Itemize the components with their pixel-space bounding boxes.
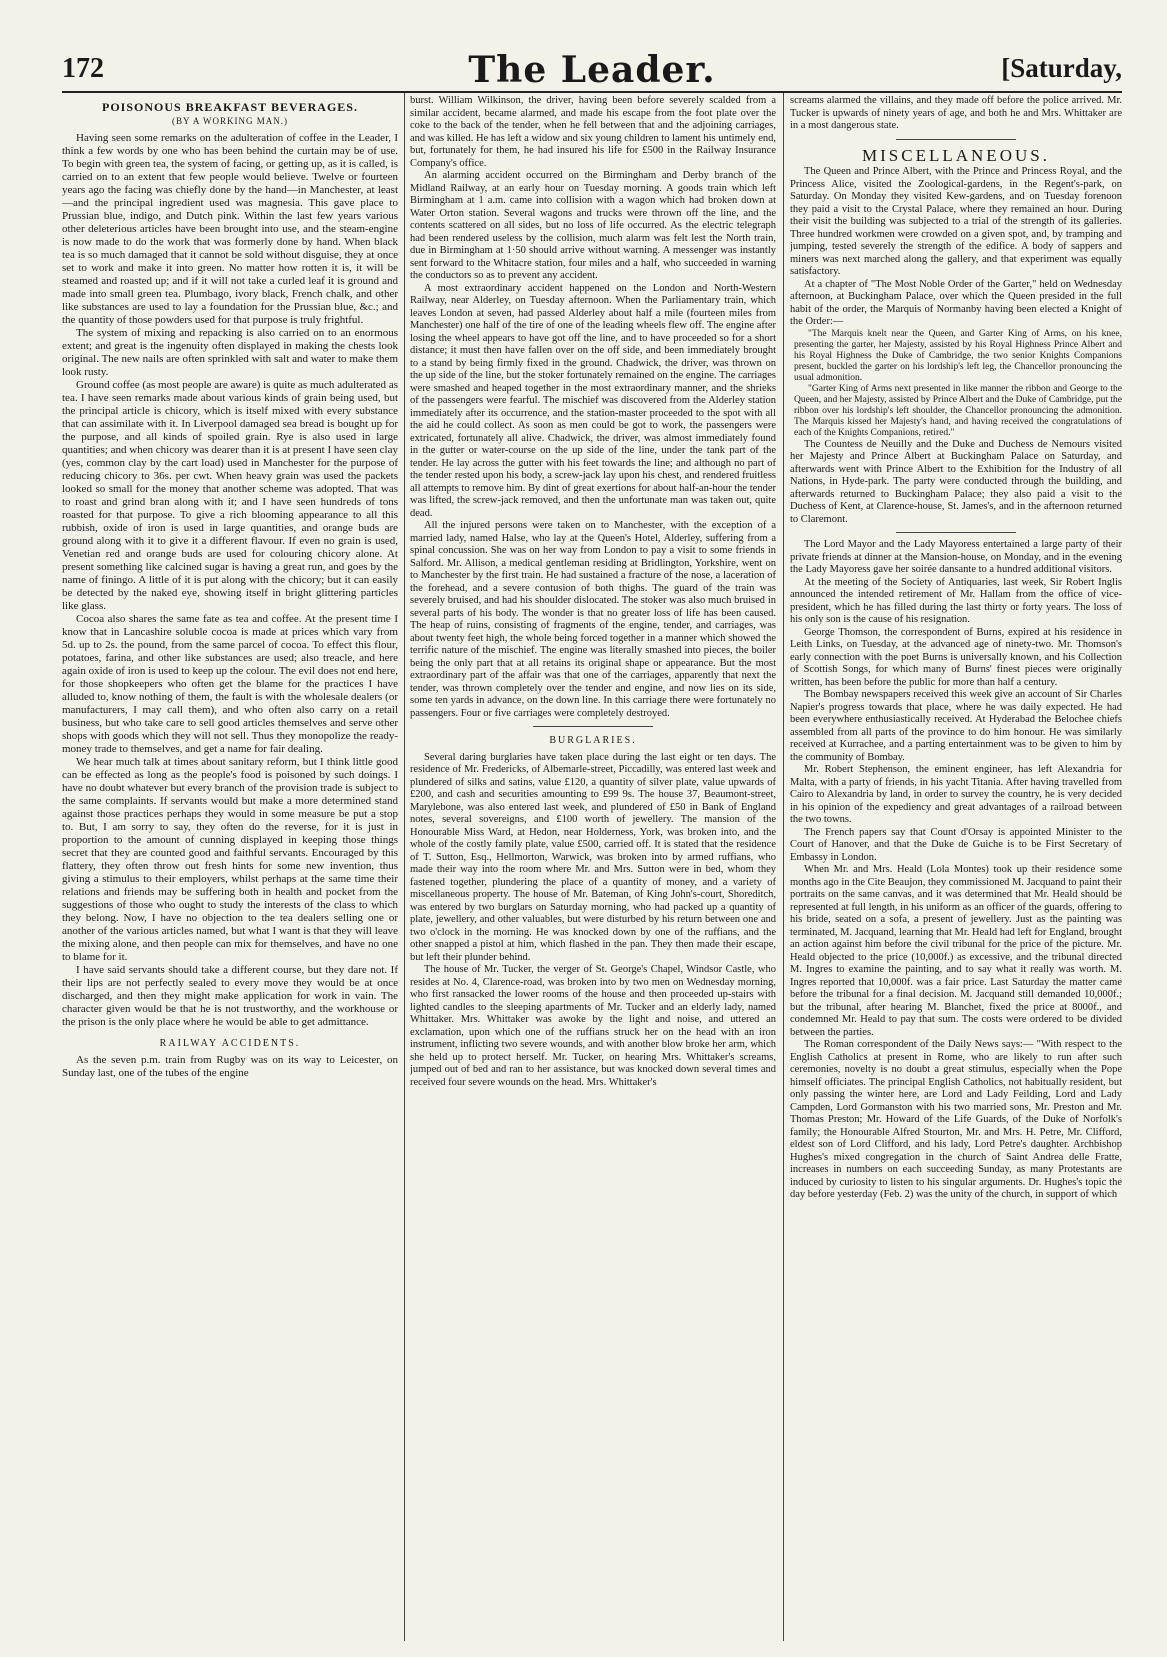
article-paragraph: The Lord Mayor and the Lady Mayoress entertained a large party of their private friends at dinner at the Mansion-house, on Monday, and in the evening the Lady Mayoress gave her soirée dansante to a hundred additional visitors.	[790, 539, 1122, 575]
article-paragraph: Having seen some remarks on the adulteration of coffee in the Leader, I think a few words by one who has been behind the curtain may be of use. To begin with green tea, the system of facing, or getting up, as it is called, is carried on to an extent that few people would believe. Twelve or fourteen years ago the facing was chiefly done by the hand—in Manchester, at least—and the principal ingredient used was magnesia. This gave place to Prussian blue, indigo, and Dutch pink. Within the last few years various other deleterious articles have been brought into use, and the steam-engine is now made to do the work that was formerly done by hand. When black tea is so much damaged that it cannot be sold without disguise, they at once set to work and make it into green. No matter how rotten it is, it will be steamed and roasted up; and if it will not take a curled leaf it is ground and made into small green tea. Plumbago, ivory black, French chalk, and other like substances are used to lay a foundation for the Prussian blue, &c.; and the quantity of those powders used for that purpose is truly frightful.	[62, 132, 398, 326]
column-rule	[783, 93, 784, 1641]
article-paragraph: burst. William Wilkinson, the driver, having been before severely scalded from a similar accident, became alarmed, and made his escape from the foot plate over the coke to the back of the tender, when he fell between that and the adjoining carriages, and was killed. He has left a widow and six young children to lament his untimely end, but, fortunately for them, he had insured his life for £500 in the Railway Insurance Company's office.	[410, 95, 776, 169]
article-paragraph: An alarming accident occurred on the Birmingham and Derby branch of the Midland Railway, at an early hour on Tuesday morning. A goods train which left Birmingham at 1 a.m. came into collision with a wagon which had broken down at Water Orton station. Several wagons and trucks were thrown off the line, and the contents scattered on all sides, but no loss of life occurred. As the electric telegraph had been rendered useless by the collision, much alarm was felt lest the North train, due in Birmingham at 1·50 should arrive without warning. A messenger was instantly sent forward to the Whitacre station, four miles and a half, who succeeded in warning the conductors so as to prevent any accident.	[410, 170, 776, 281]
paper-title: The Leader.	[468, 49, 716, 91]
column-3	[790, 95, 1122, 1640]
article-paragraph: The French papers say that Count d'Orsay is appointed Minister to the Court of Hanover, and that the Duke de Guiche is to be First Secretary of Embassy in London.	[790, 826, 1122, 863]
column-1	[62, 95, 398, 1640]
column-2	[410, 95, 776, 1640]
section-divider	[896, 532, 1016, 533]
section-headline: BURGLARIES.	[549, 735, 637, 746]
article-paragraph: The Roman correspondent of the Daily News says:— "With respect to the English Catholics at present in Rome, who are likely to run after such ceremonies, novelty is no doubt a great stimulus, especially when the Pope himself officiates. The principal English Catholics, not habitually resident, but only passing the winter here, are Lord and Lady Feilding, Lord and Lady Campden, Lord Gormanston with his two married sons, Mr. Preston and Mr. Thomas Preston; Mr. Howard of the Life Guards, of the Duke of Norfolk's family; the Honourable Alfred Stourton, Mr. and Mrs. H. Petre, Mr. Clifford, eldest son of Lord Clifford, and his lady, Lord Petre's daughter. Archbishop Hughes's mixed congregation in the church of Saint Andrea delle Fratte, increases in numbers on each succeeding Sunday, as many Protestants are induced by curiosity to listen to his singular arguments. Dr. Hughes's topic the day before yesterday (Feb. 2) was the unity of the church, in support of which	[790, 1039, 1122, 1200]
article-paragraph: The Countess de Neuilly and the Duke and Duchess de Nemours visited her Majesty and Prince Albert at Buckingham Palace on Saturday, and afterwards went with Prince Albert to the Exhibition for the Industry of all Nations, in Hyde-park. The party were conducted through the building, and afterwards returned to Buckingham Palace; they also paid a visit to the Duchess of Kent, at Clarence-house, St. James's, and in the afternoon returned to Claremont.	[790, 438, 1122, 525]
article-paragraph: The house of Mr. Tucker, the verger of St. George's Chapel, Windsor Castle, who resides at No. 4, Clarence-road, was broken into by two men on Wednesday morning, who first ransacked the lower rooms of the house and then proceeded up-stairs with lighted candles to the sleeping apartments of Mr. Tucker and an elderly lady, named Whittaker. Mrs. Whittaker was awoke by the light and noise, and uttered an exclamation, upon which one of the ruffians struck her on the head with an iron instrument, inflicting two severe wounds, and with another blow broke her arm, which she held up to protect herself. Mr. Tucker, on hearing Mrs. Whittaker's screams, jumped out of bed and ran to her assistance, but was knocked down several times and received four severe wounds on the head. Mrs. Whittaker's	[410, 964, 776, 1088]
article-paragraph: At the meeting of the Society of Antiquaries, last week, Sir Robert Inglis announced the intended retirement of Mr. Hallam from the office of vice-president, which he has filled during the last thirty or forty years. The loss of his only son is the cause of his resignation.	[790, 576, 1122, 625]
article-paragraph: The system of mixing and repacking is also carried on to an enormous extent; and great is the ingenuity often displayed in making the chests look original. The new nails are often sprinkled with salt and water to make them look rusty.	[62, 327, 398, 378]
section-divider	[896, 139, 1016, 140]
article-paragraph: As the seven p.m. train from Rugby was on its way to Leicester, on Sunday last, one of the tubes of the engine	[62, 1054, 398, 1079]
article-headline: POISONOUS BREAKFAST BEVERAGES.	[102, 100, 358, 114]
section-headline: MISCELLANEOUS.	[862, 145, 1050, 165]
article-paragraph: At a chapter of "The Most Noble Order of the Garter," held on Wednesday afternoon, at Buckingham Palace, over which the Queen presided in the full habit of the order, the Marquis of Normanby having been elected a Knight of the Order:—	[790, 278, 1122, 327]
article-paragraph: The Queen and Prince Albert, with the Prince and Princess Royal, and the Princess Alice, visited the Zoological-gardens, in the Regent's-park, on Saturday. On Monday they visited Kew-gardens, and on Tuesday forenoon they paid a visit to the Crystal Palace, where they remained an hour. During their visit the building was subjected to a trial of the strength of its galleries. Three hundred workmen were crowded on a given spot, and, by tramping and jumping, tested severely the strength of the edifice. A body of sappers and miners was next marched along the gallery, and that experiment was equally satisfactory.	[790, 166, 1122, 277]
article-paragraph: George Thomson, the correspondent of Burns, expired at his residence in Leith Links, on Tuesday, at the advanced age of ninety-two. Mr. Thomson's early connection with the poet Burns is universally known, and his Collection of Scottish Songs, for which many of Burns' finest pieces were originally written, has been before the public for more than half a century.	[790, 626, 1122, 688]
article-paragraph: Cocoa also shares the same fate as tea and coffee. At the present time I know that in Lancashire soluble cocoa is made at prices which vary from 5d. up to 2s. the pound, from the same parcel of cocoa. To effect this flour, potatoes, farina, and other like substances are used; also treacle, and here again oxide of iron is used to keep up the colour. The evil does not end here, for those shopkeepers who often get the blame for the practices I have alluded to, know nothing of them, the fault is with the wholesale dealers (or manufacturers, I may call them), and who often also carry on a retail business, but who take care to sell good articles themselves and serve other shops with goods which they will not sell. Thus they monopolize the ready-money trade to themselves, and get a name for fair dealing.	[62, 613, 398, 755]
article-paragraph: When Mr. and Mrs. Heald (Lola Montes) took up their residence some months ago in the Cite Beaujon, they commissioned M. Jacquand to paint their portraits on the same canvas, and it was determined that Mr. Heald should be represented at full length, in his uniform as an officer of the guards, offering to his bride, seated on a sofa, a present of jewellery. Just as the painting was terminated, M. Jacquand, learning that Mr. Heald had left for England, brought an action against him before the civil tribunal for the price of the picture. Mr. Heald objected to the price (10,000f.) as excessive, and the tribunal directed M. Ingres to examine the painting, and to say what it really was worth. M. Ingres reported that 10,000f. was a fair price. Last Saturday the matter came before the tribunal for a final decision. M. Jacquand still demanded 10,000f.; but the tribunal, after hearing M. Blanchet, fixed the price at 8000f., and condemned Mr. Heald to pay that sum. The costs were ordered to be divided between the parties.	[790, 864, 1122, 1038]
article-paragraph: I have said servants should take a different course, but they dare not. If their lips are not perfectly sealed to every move they would be at once discharged, and then they might make application for work in vain. The character given would be that he is not trustworthy, and the workhouse or the prison is the only place where he would be able to get admittance.	[62, 964, 398, 1028]
quoted-paragraph: "The Marquis knelt near the Queen, and Garter King of Arms, on his knee, presenting the garter, her Majesty, assisted by his Royal Highness Prince Albert and his Royal Highness the Duke of Cambridge, the two senior Knights Companions present, buckled the garter on his lordship's left leg, the Chancellor pronouncing the usual admonition.	[794, 328, 1122, 383]
article-byline: (BY A WORKING MAN.)	[171, 116, 288, 126]
masthead	[62, 47, 1122, 93]
issue-day: [Saturday,	[1001, 53, 1122, 83]
section-divider	[533, 726, 653, 727]
article-paragraph: Several daring burglaries have taken place during the last eight or ten days. The residence of Mr. Fredericks, of Albemarle-street, Piccadilly, was entered last week and plundered of silks and satins, value £120, a quantity of silver plate, value upwards of £200, and cash and securities amounting to £99 9s. The house 37, Beaumont-street, Marylebone, was also entered last week, and plundered of £50 in Bank of England notes, several sovereigns, and £100 worth of jewellery. The mansion of the Honourable Miss Ward, at Hedon, near Holderness, York, was broken into, and the whole of the costly family plate, value £500, carried off. It is stated that the residence of T. Sutton, Esq., Hellmorton, Warwick, was broken into by armed ruffians, who made their way into the room where Mr. and Mrs. Sutton were in bed, whom they fastened together, plundering the place of a quantity of money, and a variety of miscellaneous property. The house of Mr. Bateman, of King John's-court, Shoreditch, was entered by two burglars on Saturday morning, who had packed up a quantity of plate, jewellery, and other valuables, but were disturbed by his return between one and two o'clock in the morning. He was knocked down by one of the ruffians, and the other snapped a pistol at him, which flashed in the pan. They then made their escape, but left their plunder behind.	[410, 751, 776, 963]
column-rule	[404, 93, 405, 1641]
article-paragraph: screams alarmed the villains, and they made off before the police arrived. Mr. Tucker is upwards of ninety years of age, and both he and Mrs. Whittaker are in a most dangerous state.	[790, 95, 1122, 131]
section-headline: RAILWAY ACCIDENTS.	[159, 1038, 301, 1049]
article-paragraph: Mr. Robert Stephenson, the eminent engineer, has left Alexandria for Malta, with a party of friends, in his yacht Titania. After having travelled from Cairo to Alexandria by land, in order to survey the country, he is very decided in his opinion of the expediency and great advantages of a railroad between the two towns.	[790, 764, 1122, 825]
article-paragraph: The Bombay newspapers received this week give an account of Sir Charles Napier's progress towards that place, where he was daily expected. He had been everywhere enthusiastically received. At Hyderabad the Belochee chiefs assembled from all parts of the province to do him honour. He was similarly received at Kurrachee, and a parting entertainment was to be given to him by the community of Bombay.	[790, 689, 1122, 763]
article-paragraph: Ground coffee (as most people are aware) is quite as much adulterated as tea. I have seen remarks made about various kinds of grain being used, but the principal article is chicory, which is itself mixed with every substance that can assimilate with it. In Liverpool damaged sea bread is bought up for the purpose, and all kinds of spoiled grain. Rye is also used in large quantities; and when chicory was dearer than it is at present I have seen clay (yes, common clay by the cart load) used in Manchester for the purpose of reducing chicory to 36s. per cwt. When heavy grain was used the packets looked so small for the money that another scheme was adopted. That was to roast and grind bran along with it; and I have seen hundreds of tons roasted for that purpose. To give a rich blooming appearance to all this rubbish, oxide of iron is used in large quantities, and orange buds are ground along with it to give it a different flavour. If even no grain is used, Venetian red and orange buds are used for colouring chicory alone. At present something like calcined sugar is having a great run, and goes by the name of finingo. A little of it is put along with the chicory; but it can easily be detected by the naked eye, showing itself in bright glittering particles like glass.	[62, 379, 398, 612]
article-paragraph: A most extraordinary accident happened on the London and North-Western Railway, near Alderley, on Tuesday afternoon. When the Parliamentary train, which leaves London at seven, had passed Alderley about half a mile (fourteen miles from Manchester) one half of the tire of one of the leading wheels flew off. The engine after losing the wheel appears to have got off the line, and to have proceeded so for a short distance; it must then have fallen over on the off side, and been immediately brought to a stand by being firmly fixed in the ground. Chadwick, the driver, was thrown on the up side of the line, but the stoker fortunately remained on the engine. The carriages were smashed and heaped together in the most extraordinary manner, and the shrieks of the passengers were fearful. The mischief was discovered from the Alderley station immediately after its occurrence, and the station-master proceeded to the spot with all the aid he could collect. As soon as men could be got to work, the passengers were extricated, fortunately all alive. Chadwick, the driver, was almost immediately found in the gutter or water-course on the up side of the line, under the tank part of the tender. He lay across the gutter with his feet towards the line; and although no part of the tender rested upon his body, a screw-jack lay upon his chest, and rendered fruitless all attempts to remove him. By dint of great exertions for about half-an-hour the tender was lifted, the screw-jack removed, and then the unfortunate man was taken out, quite dead.	[410, 282, 776, 519]
article-paragraph: We hear much talk at times about sanitary reform, but I think little good can be effected as long as the people's food is poisoned by such doings. I have no doubt whatever but every branch of the provision trade is subject to the same complaints. If servants would but make a more determined stand against those practices perhaps they would in some measure be put a stop to. But, I am sorry to say, they often do the reverse, for it is just in proportion to the amount of cunning displayed in keeping those things secret that they are counted good and faithful servants. Encouraged by this flattery, they often throw out fresh hints for some new invention, thus giving a stimulus to their employers, whilst perhaps at the same time their relations and friends may be suffering both in health and pocket from the suggestions of those who ought to study the interests of the class to which they belong. Now, I have no objection to the tea dealers selling one or another of the various articles named, but what I want is that they will leave the mixing alone, and then people can mix for themselves, and have no one to blame for it.	[62, 756, 398, 963]
quoted-paragraph: "Garter King of Arms next presented in like manner the ribbon and George to the Queen, and her Majesty, assisted by Prince Albert and the Duke of Cambridge, put the ribbon over his lordship's left shoulder, the Chancellor pronouncing the admonition. The Marquis kissed her Majesty's hand, and having received the congratulations of each of the Knights Companions, retired."	[794, 383, 1122, 438]
article-paragraph: All the injured persons were taken on to Manchester, with the exception of a married lady, named Halse, who lay at the Queen's Hotel, Alderley, suffering from a spinal concussion. She was on her way from London to pay a visit to some friends in Salford. Mr. Allison, a medical gentleman residing at Bridlington, Yorkshire, went on to Manchester by the first train. He had sustained a fracture of the nose, a laceration of the forehead, and a severe contusion of both thighs. The guard of the train was severely bruised, and had his shoulder dislocated. The stoker was also much bruised in several parts of his body. The wonder is that no greater loss of life has been caused. The heap of ruins, consisting of fragments of the engine, tender, and carriages, was about twenty feet high, the whole being forced together in a manner which showed the terrific nature of the mischief. The engine was literally smashed into pieces, the boiler being the only part that at all retains its original shape or appearance. But the most extraordinary part of the affair was that one of the carriages, apparently that next the tender, was thrown completely over the tender and engine, and now lies on its side, some ten yards in advance, on the down line. In this carriage there were fortunately no passengers. Four or five carriages were completely destroyed.	[410, 520, 776, 719]
page-number: 172	[62, 53, 104, 84]
